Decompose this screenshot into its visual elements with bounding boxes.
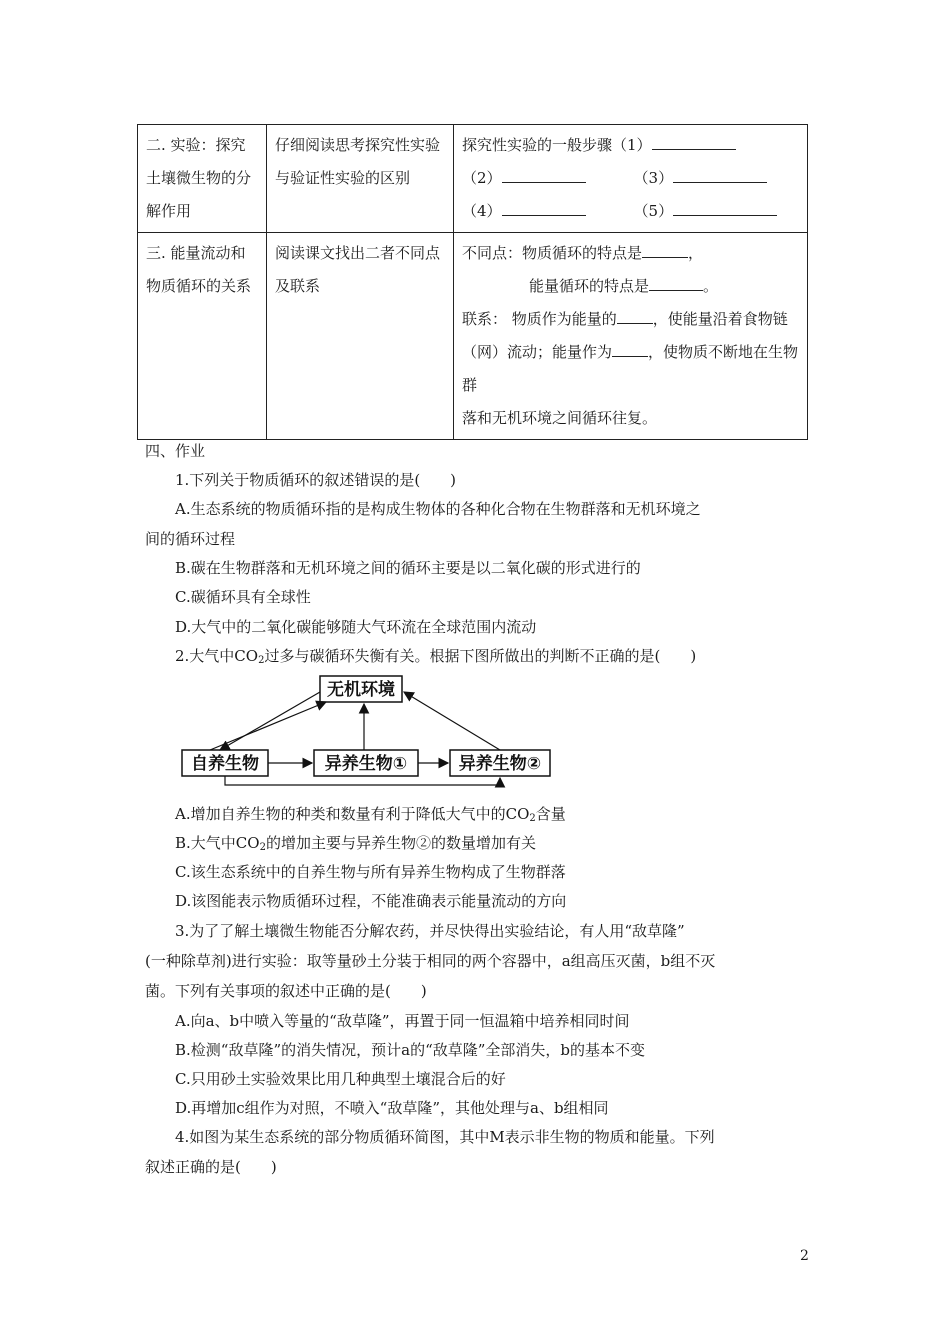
page-number: 2 <box>800 1248 809 1264</box>
q1-option-b: B.碳在生物群落和无机环境之间的循环主要是以二氧化碳的形式进行的 <box>175 559 641 577</box>
activity-cell: 仔细阅读思考探究性实验与验证性实验的区别 <box>267 125 454 233</box>
answer-blank <box>642 241 688 259</box>
answer-blank <box>649 274 703 292</box>
question-3-stem-cont: (一种除草剂)进行实验：取等量砂土分装于相同的两个容器中，a组高压灭菌，b组不灭 <box>145 952 716 970</box>
arrow-inorganic-to-auto <box>220 692 320 750</box>
q1-option-c: C.碳循环具有全球性 <box>175 588 311 606</box>
q3-option-a: A.向a、b中喷入等量的“敌草隆”，再置于同一恒温箱中培养相同时间 <box>175 1012 630 1030</box>
question-4-stem: 4.如图为某生态系统的部分物质循环简图，其中M表示非生物的物质和能量。下列 <box>175 1128 715 1146</box>
label-autotroph: 自养生物 <box>191 754 259 774</box>
q3-option-b: B.检测“敌草隆”的消失情况，预计a的“敌草隆”全部消失，b的基本不变 <box>175 1041 646 1059</box>
answer-blank <box>612 340 648 358</box>
q2-option-b: B.大气中$CO_2$的增加主要与异养生物②的数量增加有关 <box>175 834 536 853</box>
answer-blank <box>652 133 736 151</box>
activity-cell: 阅读课文找出二者不同点及联系 <box>267 233 454 440</box>
answer-blank <box>617 307 653 325</box>
section-title: 四、作业 <box>145 442 206 460</box>
question-3-stem-cont: 菌。下列有关事项的叙述中正确的是( ) <box>145 982 427 1000</box>
label-inorganic: 无机环境 <box>327 680 395 700</box>
topic-cell: 三. 能量流动和物质循环的关系 <box>138 233 267 440</box>
content-cell: 探究性实验的一般步骤（1） （2） （3） （4） （5） <box>454 125 808 233</box>
table-row <box>138 233 808 440</box>
lesson-table <box>137 124 808 440</box>
question-4-stem-cont: 叙述正确的是( ) <box>145 1158 277 1176</box>
label-heterotroph-2: 异养生物② <box>458 754 542 774</box>
q3-option-d: D.再增加c组作为对照，不喷入“敌草隆”，其他处理与a、b组相同 <box>175 1099 609 1117</box>
q1-option-a-cont: 间的循环过程 <box>145 530 236 548</box>
answer-blank <box>502 166 586 184</box>
q1-option-d: D.大气中的二氧化碳能够随大气环流在全球范围内流动 <box>175 618 537 636</box>
q2-option-c: C.该生态系统中的自养生物与所有异养生物构成了生物群落 <box>175 863 566 881</box>
answer-blank <box>673 166 767 184</box>
answer-blank <box>502 199 586 217</box>
q2-option-a: A.增加自养生物的种类和数量有利于降低大气中的$CO_2$含量 <box>175 805 566 824</box>
table-row <box>138 125 808 233</box>
q2-option-d: D.该图能表示物质循环过程，不能准确表示能量流动的方向 <box>175 892 567 910</box>
arrow-het2-to-inorganic <box>404 692 500 750</box>
topic-cell: 二. 实验：探究土壤微生物的分解作用 <box>138 125 267 233</box>
q3-option-c: C.只用砂土实验效果比用几种典型土壤混合后的好 <box>175 1070 506 1088</box>
label-heterotroph-1: 异养生物① <box>324 754 408 774</box>
answer-blank <box>673 199 777 217</box>
arrow-auto-to-inorganic <box>210 702 326 750</box>
question-1-stem: 1.下列关于物质循环的叙述错误的是( ) <box>175 471 457 489</box>
question-3-stem: 3.为了了解土壤微生物能否分解农药，并尽快得出实验结论，有人用“敌草隆” <box>175 922 685 940</box>
q1-option-a: A.生态系统的物质循环指的是构成生物体的各种化合物在生物群落和无机环境之 <box>175 500 701 518</box>
carbon-cycle-diagram <box>178 672 558 788</box>
arrow-auto-to-het2 <box>225 776 500 785</box>
question-2-stem: 2.大气中$CO_2$过多与碳循环失衡有关。根据下图所做出的判断不正确的是( ) <box>175 647 697 666</box>
content-cell: 不同点：物质循环的特点是 ， 能量循环的特点是 。 联系： 物质作为能量的 ，使能量沿着食物链 （网）流动；能量作为 ，使物质不断地在生物群 落和无机环境之间循环往复。 <box>454 233 808 440</box>
